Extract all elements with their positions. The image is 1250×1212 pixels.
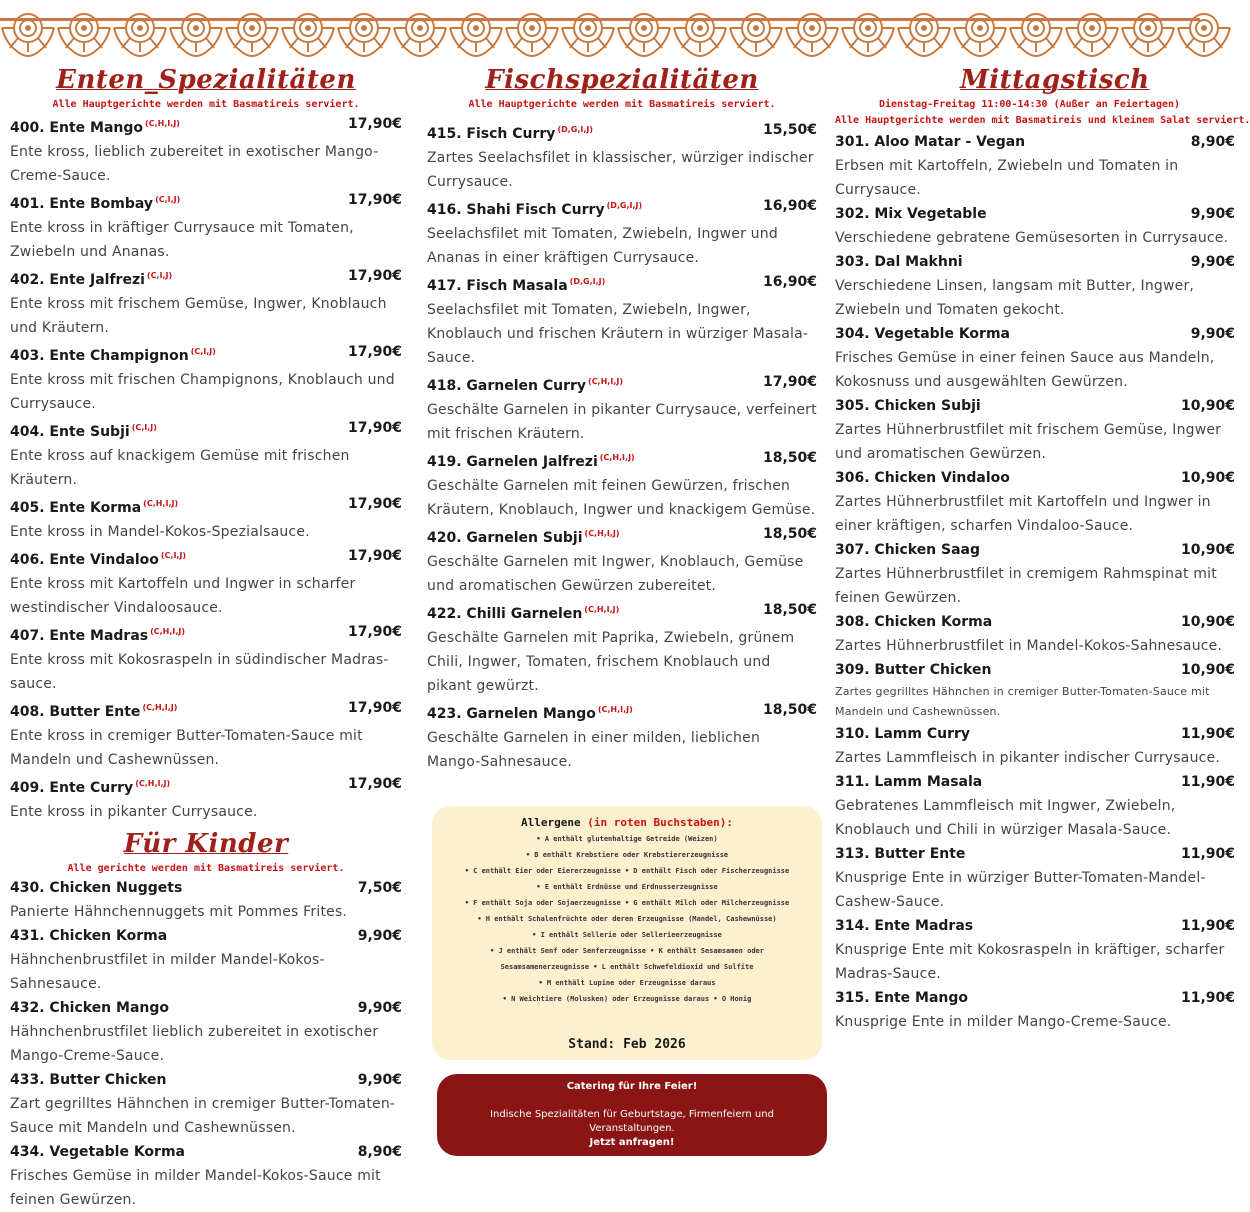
menu-item-description: Zartes gegrilltes Hähnchen in cremiger Butter-Tomaten-Sauce mit Mandeln und Cashewnüssen. <box>835 685 1210 718</box>
menu-item-price: 9,90€ <box>1190 326 1235 342</box>
menu-item-header <box>10 620 402 648</box>
menu-item <box>835 658 1235 722</box>
menu-item-description: Erbsen mit Kartoffeln, Zwiebeln und Tomaten in Currysauce. <box>835 158 1179 198</box>
menu-item-header <box>835 914 1235 938</box>
menu-item-price: 17,90€ <box>347 268 402 284</box>
menu-item-price: 17,90€ <box>347 116 402 132</box>
menu-item-name: 415. Fisch Curry $^{(D,G,I,J)}$ <box>427 125 594 142</box>
menu-list-enten <box>10 112 402 824</box>
menu-item <box>10 544 402 620</box>
section-subtitle-fisch: Alle Hauptgerichte werden mit Basmatireis serviert. <box>468 99 776 110</box>
menu-item <box>10 696 402 772</box>
menu-item <box>10 1068 402 1140</box>
menu-item-price: 16,90€ <box>762 198 817 214</box>
menu-item <box>427 194 817 270</box>
allergen-codes: (D,G,I,J) <box>606 201 643 210</box>
menu-item-description: Ente kross in kräftiger Currysauce mit Tomaten, Zwiebeln und Ananas. <box>10 220 354 260</box>
mandala-pattern <box>0 0 1200 62</box>
catering-title: Catering für Ihre Feier! <box>566 1081 698 1092</box>
menu-item-name: 432. Chicken Mango <box>10 1000 170 1016</box>
menu-item-header <box>10 112 402 140</box>
menu-item-description: Zartes Hühnerbrustfilet in Mandel-Kokos-Sahnesauce. <box>835 638 1223 654</box>
menu-item-name: 423. Garnelen Mango $^{(C,H,I,J)}$ <box>427 705 633 722</box>
menu-item-description: Geschälte Garnelen mit Ingwer, Knoblauch, Gemüse und aromatischen Gewürzen zubereitet. <box>427 554 804 594</box>
menu-item-name: 409. Ente Curry $^{(C,H,I,J)}$ <box>10 779 171 796</box>
menu-item-price: 9,90€ <box>1190 254 1235 270</box>
menu-item-price: 10,90€ <box>1180 614 1235 630</box>
menu-item-name: 401. Ente Bombay $^{(C,I,J)}$ <box>10 195 181 212</box>
menu-item-header <box>427 370 817 398</box>
menu-item-name: 420. Garnelen Subji $^{(C,H,I,J)}$ <box>427 529 620 546</box>
menu-item-description: Ente kross in Mandel-Kokos-Spezialsauce. <box>10 524 310 540</box>
menu-item-price: 17,90€ <box>347 700 402 716</box>
menu-item <box>835 610 1235 658</box>
menu-item-name: 402. Ente Jalfrezi $^{(C,I,J)}$ <box>10 271 173 288</box>
allergen-codes: (C,I,J) <box>146 271 173 280</box>
menu-item-header <box>10 996 402 1020</box>
menu-item <box>835 130 1235 202</box>
menu-item-name: 307. Chicken Saag <box>835 542 981 558</box>
allergen-codes: (C,H,I,J) <box>597 705 633 714</box>
menu-item-name: 416. Shahi Fisch Curry $^{(D,G,I,J)}$ <box>427 201 643 218</box>
allergen-line: • H enthält Schalenfrüchte oder deren Erzeugnisse (Mandel, Cashewnüsse) <box>477 915 777 923</box>
menu-item-description: Gebratenes Lammfleisch mit Ingwer, Zwiebeln, Knoblauch und Chili in würziger Masala-Sauce. <box>835 798 1176 838</box>
menu-item-header <box>427 194 817 222</box>
menu-item-name: 431. Chicken Korma <box>10 928 168 944</box>
menu-item <box>10 188 402 264</box>
menu-item-description: Zartes Hühnerbrustfilet in cremigem Rahmspinat mit feinen Gewürzen. <box>835 566 1217 606</box>
menu-item-price: 11,90€ <box>1180 774 1235 790</box>
menu-item-description: Seelachsfilet mit Tomaten, Zwiebeln, Ingwer, Knoblauch und frischen Kräutern in würziger Masala-Sauce. <box>427 302 809 366</box>
menu-item-price: 7,50€ <box>357 880 402 896</box>
menu-item-header <box>10 696 402 724</box>
menu-item <box>427 370 817 446</box>
allergen-codes: (C,H,I,J) <box>135 779 171 788</box>
allergen-codes: (C,I,J) <box>155 195 181 204</box>
menu-item-name: 404. Ente Subji $^{(C,I,J)}$ <box>10 423 157 440</box>
menu-item-header <box>835 250 1235 274</box>
menu-item-price: 11,90€ <box>1180 918 1235 934</box>
section-title-kinder: Für Kinder <box>123 829 289 859</box>
menu-item <box>10 492 402 544</box>
menu-item-header <box>835 770 1235 794</box>
menu-item-description: Ente kross auf knackigem Gemüse mit frischen Kräutern. <box>10 448 350 488</box>
menu-item-name: 301. Aloo Matar - Vegan <box>835 134 1026 150</box>
menu-list-fisch <box>427 118 817 774</box>
allergen-line: • B enthält Krebstiere oder Krebstiererzeugnisse <box>525 851 729 859</box>
allergen-codes: (C,I,J) <box>160 551 187 560</box>
menu-item-description: Zartes Seelachsfilet in klassischer, würziger indischer Currysauce. <box>427 150 814 190</box>
menu-item-description: Geschälte Garnelen mit Paprika, Zwiebeln, grünem Chili, Ingwer, Tomaten, frischem Knoblauch und pikant gewürzt. <box>427 630 795 694</box>
menu-item-header <box>835 202 1235 226</box>
menu-item-price: 11,90€ <box>1180 726 1235 742</box>
menu-item-header <box>835 842 1235 866</box>
menu-item-header <box>835 322 1235 346</box>
menu-item-header <box>835 466 1235 490</box>
section-subtitle-mittag: Alle Hauptgerichte werden mit Basmatireis und kleinem Salat serviert. <box>835 115 1250 126</box>
allergen-codes: (C,I,J) <box>131 423 157 432</box>
menu-item <box>835 538 1235 610</box>
menu-item-price: 17,90€ <box>347 192 402 208</box>
menu-item <box>10 876 402 924</box>
menu-item <box>427 522 817 598</box>
allergen-line: • E enthält Erdnüsse und Erdnusserzeugnisse <box>536 883 718 891</box>
menu-item-price: 18,50€ <box>762 602 817 618</box>
menu-item <box>10 340 402 416</box>
menu-item-header <box>835 610 1235 634</box>
menu-item-name: 407. Ente Madras $^{(C,H,I,J)}$ <box>10 627 186 644</box>
menu-item-description: Knusprige Ente in würziger Butter-Tomaten-Mandel-Cashew-Sauce. <box>835 870 1206 910</box>
menu-item-price: 17,90€ <box>347 624 402 640</box>
menu-item-name: 430. Chicken Nuggets <box>10 880 183 896</box>
allergen-codes: (C,H,I,J) <box>142 703 178 712</box>
allergen-codes: (C,I,J) <box>190 347 216 356</box>
menu-item <box>427 598 817 698</box>
menu-item <box>835 914 1235 986</box>
allergen-codes: (D,G,I,J) <box>557 125 594 134</box>
menu-item-name: 310. Lamm Curry <box>835 726 971 742</box>
menu-item-price: 17,90€ <box>347 344 402 360</box>
menu-item <box>427 446 817 522</box>
menu-item-price: 9,90€ <box>357 1072 402 1088</box>
menu-item-description: Verschiedene gebratene Gemüsesorten in Currysauce. <box>835 230 1229 246</box>
menu-item-price: 10,90€ <box>1180 398 1235 414</box>
section-title-enten: Enten_Spezialitäten <box>56 65 356 95</box>
menu-item <box>427 270 817 370</box>
menu-item-header <box>10 416 402 444</box>
allergen-line: • J enthält Senf oder Senferzeugnisse • K enthält Sesamsamen oder <box>490 947 764 955</box>
catering-cta[interactable]: Jetzt anfragen! <box>589 1137 675 1148</box>
menu-item-name: 308. Chicken Korma <box>835 614 993 630</box>
menu-item <box>427 118 817 194</box>
menu-item-price: 17,90€ <box>762 374 817 390</box>
menu-item-name: 302. Mix Vegetable <box>835 206 987 222</box>
menu-item-name: 408. Butter Ente $^{(C,H,I,J)}$ <box>10 703 178 720</box>
allergen-list <box>432 831 822 1007</box>
allergen-codes: (D,G,I,J) <box>569 277 606 286</box>
menu-item-header <box>835 658 1235 682</box>
menu-item-description: Ente kross mit Kartoffeln und Ingwer in scharfer westindischer Vindaloosauce. <box>10 576 356 616</box>
menu-item-description: Zart gegrilltes Hähnchen in cremiger Butter-Tomaten-Sauce mit Mandeln und Cashewnüssen. <box>10 1096 396 1136</box>
allergen-stand-date: Stand: Feb 2026 <box>568 1037 686 1052</box>
menu-item <box>835 394 1235 466</box>
menu-item-description: Zartes Hühnerbrustfilet mit frischem Gemüse, Ingwer und aromatischen Gewürzen. <box>835 422 1222 462</box>
menu-item-header <box>10 924 402 948</box>
menu-item-description: Geschälte Garnelen in einer milden, lieblichen Mango-Sahnesauce. <box>427 730 761 770</box>
menu-item-price: 8,90€ <box>1190 134 1235 150</box>
menu-item-name: 314. Ente Madras <box>835 918 974 934</box>
menu-item-header <box>835 538 1235 562</box>
menu-item <box>10 620 402 696</box>
menu-item-header <box>10 1068 402 1092</box>
menu-item <box>835 250 1235 322</box>
menu-item-description: Ente kross in cremiger Butter-Tomaten-Sauce mit Mandeln und Cashewnüssen. <box>10 728 363 768</box>
allergen-codes: (C,H,I,J) <box>599 453 635 462</box>
menu-item-name: 422. Chilli Garnelen $^{(C,H,I,J)}$ <box>427 605 620 622</box>
catering-text: Indische Spezialitäten für Geburtstage, Firmenfeiern und Veranstaltungen. <box>490 1109 774 1134</box>
menu-item-price: 8,90€ <box>357 1144 402 1160</box>
allergen-line: Sesamsamenerzeugnisse • L enthält Schwefeldioxid und Sulfite <box>500 963 754 971</box>
menu-item-description: Frisches Gemüse in einer feinen Sauce aus Mandeln, Kokosnuss und ausgewählten Gewürzen. <box>835 350 1215 390</box>
section-title-fisch: Fischspezialitäten <box>485 65 759 95</box>
menu-item-price: 17,90€ <box>347 496 402 512</box>
menu-item-header <box>427 118 817 146</box>
menu-item-description: Ente kross in pikanter Currysauce. <box>10 804 258 820</box>
menu-item-price: 17,90€ <box>347 420 402 436</box>
menu-item <box>427 698 817 774</box>
menu-item-name: 419. Garnelen Jalfrezi $^{(C,H,I,J)}$ <box>427 453 635 470</box>
menu-item <box>835 842 1235 914</box>
menu-item-header <box>10 188 402 216</box>
menu-item-price: 10,90€ <box>1180 542 1235 558</box>
menu-item-header <box>10 876 402 900</box>
menu-item <box>10 996 402 1068</box>
allergen-line: • A enthält glutenhaltige Getreide (Weizen) <box>536 835 718 843</box>
menu-item <box>835 466 1235 538</box>
section-title-mittag: Mittagstisch <box>960 65 1150 95</box>
menu-item-header <box>10 264 402 292</box>
menu-item-description: Seelachsfilet mit Tomaten, Zwiebeln, Ingwer und Ananas in einer kräftigen Currysauce. <box>427 226 778 266</box>
menu-item-header <box>10 492 402 520</box>
menu-item-description: Knusprige Ente in milder Mango-Creme-Sauce. <box>835 1014 1172 1030</box>
allergen-codes: (C,H,I,J) <box>150 627 186 636</box>
menu-item-header <box>427 698 817 726</box>
menu-item-price: 11,90€ <box>1180 846 1235 862</box>
menu-item-description: Knusprige Ente mit Kokosraspeln in kräftiger, scharfer Madras-Sauce. <box>835 942 1225 982</box>
menu-item-description: Ente kross mit Kokosraspeln in südindischer Madras-sauce. <box>10 652 389 692</box>
menu-item <box>10 416 402 492</box>
menu-item-name: 306. Chicken Vindaloo <box>835 470 1010 486</box>
menu-item-header <box>427 270 817 298</box>
menu-item-price: 18,50€ <box>762 526 817 542</box>
menu-item <box>10 1140 402 1212</box>
menu-item-price: 11,90€ <box>1180 990 1235 1006</box>
menu-item-header <box>10 340 402 368</box>
menu-item-price: 15,50€ <box>762 122 817 138</box>
menu-item <box>835 986 1235 1034</box>
menu-item-header <box>10 544 402 572</box>
menu-item-name: 400. Ente Mango $^{(C,H,I,J)}$ <box>10 119 180 136</box>
menu-item-description: Verschiedene Linsen, langsam mit Butter, Ingwer, Zwiebeln und Tomaten gekocht. <box>835 278 1195 318</box>
menu-item-name: 309. Butter Chicken <box>835 662 992 678</box>
menu-item-description: Geschälte Garnelen mit feinen Gewürzen, frischen Kräutern, Knoblauch, Ingwer und knackigem Gemüse. <box>427 478 816 518</box>
menu-item-name: 403. Ente Champignon $^{(C,I,J)}$ <box>10 347 216 364</box>
menu-item <box>10 924 402 996</box>
allergen-codes: (C,H,I,J) <box>145 119 180 128</box>
section-subtitle-mittag-hours: Dienstag-Freitag 11:00-14:30 (Außer an Feiertagen) <box>879 99 1181 110</box>
menu-item-header <box>835 394 1235 418</box>
menu-item-name: 311. Lamm Masala <box>835 774 983 790</box>
menu-item-price: 10,90€ <box>1180 662 1235 678</box>
menu-list-kinder <box>10 876 402 1212</box>
allergen-codes: (C,H,I,J) <box>588 377 623 386</box>
menu-item-name: 315. Ente Mango <box>835 990 968 1006</box>
menu-item-header <box>427 446 817 474</box>
menu-list-mittag <box>835 130 1235 1034</box>
menu-item-header <box>10 772 402 800</box>
section-subtitle-kinder: Alle gerichte werden mit Basmatireis serviert. <box>67 863 345 874</box>
menu-item-description: Frisches Gemüse in milder Mandel-Kokos-Sauce mit feinen Gewürzen. <box>10 1168 381 1208</box>
menu-item-price: 9,90€ <box>1190 206 1235 222</box>
allergen-line: • M enthält Lupine oder Erzeugnisse daraus <box>538 979 716 987</box>
menu-item-description: Hähnchenbrustfilet lieblich zubereitet in exotischer Mango-Creme-Sauce. <box>10 1024 379 1064</box>
menu-item-name: 434. Vegetable Korma <box>10 1144 185 1160</box>
menu-item-name: 405. Ente Korma $^{(C,H,I,J)}$ <box>10 499 179 516</box>
allergen-codes: (C,H,I,J) <box>143 499 179 508</box>
allergen-info-box <box>432 806 822 1060</box>
menu-item-description: Zartes Lammfleisch in pikanter indischer Currysauce. <box>835 750 1221 766</box>
menu-item <box>835 322 1235 394</box>
section-subtitle-enten: Alle Hauptgerichte werden mit Basmatireis serviert. <box>52 99 360 110</box>
menu-item-price: 17,90€ <box>347 548 402 564</box>
column-middle <box>427 62 817 774</box>
menu-item-header <box>10 1140 402 1164</box>
menu-item-name: 303. Dal Makhni <box>835 254 963 270</box>
menu-item-description: Panierte Hähnchennuggets mit Pommes Frites. <box>10 904 348 920</box>
menu-item-header <box>835 130 1235 154</box>
allergen-line: • C enthält Eier oder Eiererzeugnisse • D enthält Fisch oder Fischerzeugnisse <box>464 867 790 875</box>
column-left <box>10 62 402 1212</box>
decorative-mandala-border <box>0 0 1200 62</box>
menu-item-description: Ente kross mit frischem Gemüse, Ingwer, Knoblauch und Kräutern. <box>10 296 387 336</box>
menu-item-header <box>427 522 817 550</box>
allergen-codes: (C,H,I,J) <box>584 605 620 614</box>
menu-item <box>10 772 402 824</box>
menu-item-description: Ente kross, lieblich zubereitet in exotischer Mango-Creme-Sauce. <box>10 144 379 184</box>
menu-item-price: 16,90€ <box>762 274 817 290</box>
menu-item-price: 18,50€ <box>762 450 817 466</box>
menu-item <box>10 112 402 188</box>
menu-item <box>835 722 1235 770</box>
menu-item-price: 9,90€ <box>357 1000 402 1016</box>
menu-item-price: 9,90€ <box>357 928 402 944</box>
menu-item-header <box>835 722 1235 746</box>
menu-item-price: 10,90€ <box>1180 470 1235 486</box>
allergen-line: • F enthält Soja oder Sojaerzeugnisse • G enthält Milch oder Milcherzeugnisse <box>464 899 790 907</box>
allergen-line: • N Weichtiere (Molusken) oder Erzeugnisse daraus • O Honig <box>502 995 752 1003</box>
menu-item-header <box>835 986 1235 1010</box>
menu-item <box>835 202 1235 250</box>
menu-item-name: 313. Butter Ente <box>835 846 966 862</box>
allergen-codes: (C,H,I,J) <box>584 529 620 538</box>
menu-item-name: 417. Fisch Masala $^{(D,G,I,J)}$ <box>427 277 606 294</box>
menu-item-name: 418. Garnelen Curry $^{(C,H,I,J)}$ <box>427 377 623 394</box>
menu-item-description: Ente kross mit frischen Champignons, Knoblauch und Currysauce. <box>10 372 395 412</box>
menu-item-name: 305. Chicken Subji <box>835 398 981 414</box>
menu-item-description: Geschälte Garnelen in pikanter Currysauce, verfeinert mit frischen Kräutern. <box>427 402 817 442</box>
column-right <box>835 62 1250 1034</box>
menu-item <box>10 264 402 340</box>
allergen-line: • I enthält Sellerie oder Sellerieerzeugnisse <box>532 931 722 939</box>
allergen-title: Allergene (in roten Buchstaben): <box>521 816 733 829</box>
menu-item-name: 406. Ente Vindaloo $^{(C,I,J)}$ <box>10 551 187 568</box>
menu-item-header <box>427 598 817 626</box>
menu-item-price: 17,90€ <box>347 776 402 792</box>
menu-item-description: Zartes Hühnerbrustfilet mit Kartoffeln und Ingwer in einer kräftigen, scharfen Vindaloo-Sauce. <box>835 494 1211 534</box>
menu-item-price: 18,50€ <box>762 702 817 718</box>
catering-banner[interactable] <box>437 1074 827 1156</box>
menu-item <box>835 770 1235 842</box>
menu-item-name: 433. Butter Chicken <box>10 1072 167 1088</box>
menu-item-name: 304. Vegetable Korma <box>835 326 1010 342</box>
menu-item-description: Hähnchenbrustfilet in milder Mandel-Kokos-Sahnesauce. <box>10 952 325 992</box>
